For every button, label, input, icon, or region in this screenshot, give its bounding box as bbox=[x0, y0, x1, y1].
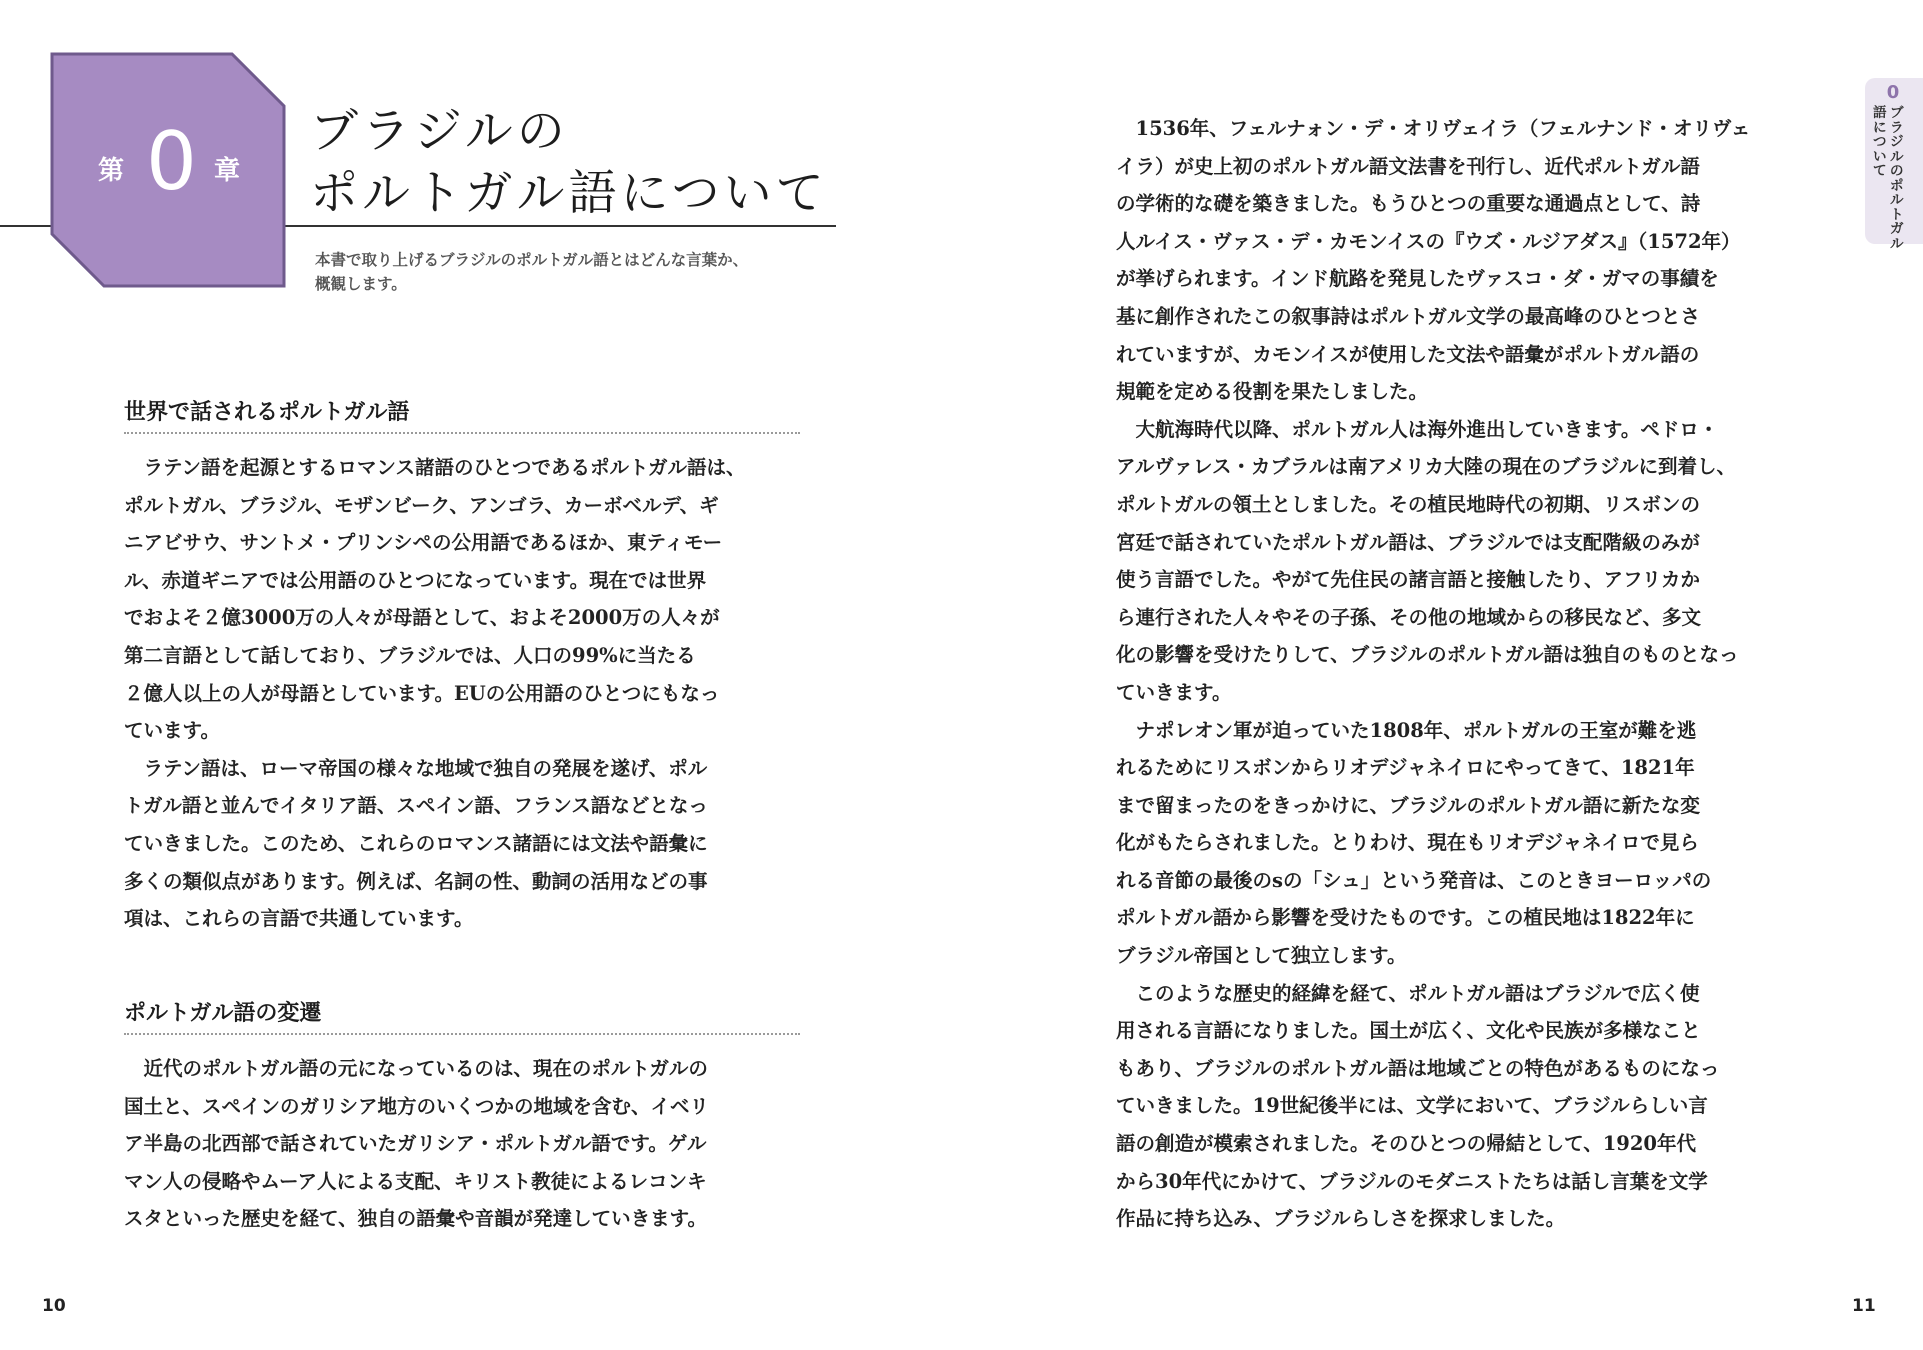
chapter-badge-prefix: 第 bbox=[98, 156, 125, 186]
body-line: 基に創作されたこの叙事詩はポルトガル文学の最高峰のひとつとさ bbox=[1116, 304, 1701, 328]
body-line: ていきました。19世紀後半には、文学において、ブラジルらしい言 bbox=[1116, 1094, 1708, 1118]
body-line: 使う言語でした。やがて先住民の諸言語と接触したり、アフリカか bbox=[1116, 568, 1701, 592]
body-line: から30年代にかけて、ブラジルのモダニストたちは話し言葉を文学 bbox=[1116, 1169, 1708, 1193]
chapter-badge bbox=[50, 52, 286, 288]
chapter-lead-line: 本書で取り上げるブラジルのポルトガル語とはどんな言葉か、 bbox=[315, 251, 749, 269]
body-line: ています。 bbox=[124, 719, 220, 743]
body-line: 第二言語として話しており、ブラジルでは、人口の99%に当たる bbox=[124, 643, 696, 667]
chapter-title-line: ブラジルの bbox=[310, 103, 569, 159]
chapter-lead-line: 概観します。 bbox=[315, 275, 407, 293]
body-line: スタといった歴史を経て、独自の語彙や音韻が発達していきます。 bbox=[124, 1207, 708, 1231]
section-heading-history: ポルトガル語の変遷 bbox=[124, 996, 800, 1035]
body-line: ポルトガル語から影響を受けたものです。この植民地は1822年に bbox=[1116, 906, 1695, 930]
body-line: 規範を定める役割を果たしました。 bbox=[1116, 380, 1429, 404]
body-line: れるためにリスボンからリオデジャネイロにやってきて、1821年 bbox=[1116, 756, 1695, 780]
body-line: ナポレオン軍が迫っていた1808年、ポルトガルの王室が難を逃 bbox=[1116, 718, 1697, 742]
section1-body bbox=[124, 449, 814, 938]
side-tab-text-col2: 語について bbox=[1873, 105, 1887, 179]
chapter-title-line: ポルトガル語について bbox=[310, 165, 828, 221]
body-line: れる音節の最後のsの「シュ」という発音は、このときヨーロッパの bbox=[1116, 868, 1712, 892]
chapter-badge-number: 0 bbox=[146, 115, 197, 208]
body-line: ポルトガルの領土としました。その植民地時代の初期、リスボンの bbox=[1116, 492, 1701, 516]
body-line: 作品に持ち込み、ブラジルらしさを探求しました。 bbox=[1116, 1207, 1566, 1231]
body-line: 語の創造が模索されました。そのひとつの帰結として、1920年代 bbox=[1116, 1132, 1696, 1156]
chapter-lead bbox=[315, 248, 815, 296]
body-line: トガル語と並んでイタリア語、スペイン語、フランス語などとなっ bbox=[124, 794, 708, 818]
body-line: 項は、これらの言語で共通しています。 bbox=[124, 907, 474, 931]
section-heading-world: 世界で話されるポルトガル語 bbox=[124, 395, 800, 434]
body-line: このような歴史的経緯を経て、ポルトガル語はブラジルで広く使 bbox=[1116, 981, 1700, 1005]
body-line: もあり、ブラジルのポルトガル語は地域ごとの特色があるものになっ bbox=[1116, 1056, 1720, 1080]
body-line: ていきます。 bbox=[1116, 680, 1232, 704]
side-tab-text-col1: ブラジルのポルトガル bbox=[1890, 105, 1904, 252]
body-line: ら連行された人々やその子孫、その他の地域からの移民など、多文 bbox=[1116, 605, 1702, 629]
body-line: イラ）が史上初のポルトガル語文法書を刊行し、近代ポルトガル語 bbox=[1116, 154, 1700, 178]
chapter-title bbox=[310, 100, 830, 224]
body-line: ラテン語を起源とするロマンス諸語のひとつであるポルトガル語は、 bbox=[124, 456, 746, 479]
body-line: でおよそ２億3000万の人々が母語として、およそ2000万の人々が bbox=[124, 606, 720, 630]
body-line: ニアビサウ、サントメ・プリンシペの公用語であるほか、東ティモー bbox=[124, 531, 723, 555]
body-line: 近代のポルトガル語の元になっているのは、現在のポルトガルの bbox=[124, 1057, 708, 1080]
body-line: ていきました。このため、これらのロマンス諸語には文法や語彙に bbox=[124, 831, 708, 855]
body-line: ポルトガル、ブラジル、モザンビーク、アンゴラ、カーボベルデ、ギ bbox=[124, 493, 719, 517]
body-line: 化の影響を受けたりして、ブラジルのポルトガル語は独自のものとなっ bbox=[1116, 643, 1739, 667]
body-line: れていますが、カモンイスが使用した文法や語彙がポルトガル語の bbox=[1116, 342, 1700, 366]
body-line: マン人の侵略やムーア人による支配、キリスト教徒によるレコンキ bbox=[124, 1169, 707, 1193]
right-page-body bbox=[1116, 110, 1806, 1238]
body-line: 多くの類似点があります。例えば、名詞の性、動詞の活用などの事 bbox=[124, 869, 708, 893]
body-line: ２億人以上の人が母語としています。EUの公用語のひとつにもなっ bbox=[124, 681, 720, 705]
body-line: 人ルイス・ヴァス・デ・カモンイスの『ウズ・ルジアダス』（1572年） bbox=[1116, 229, 1741, 253]
body-line: の学術的な礎を築きました。もうひとつの重要な通過点として、詩 bbox=[1116, 192, 1701, 216]
chapter-badge-suffix: 章 bbox=[214, 156, 241, 186]
body-line: ア半島の北西部で話されていたガリシア・ポルトガル語です。ゲル bbox=[124, 1132, 707, 1156]
body-line: が挙げられます。インド航路を発見したヴァスコ・ダ・ガマの事績を bbox=[1116, 267, 1719, 291]
body-line: 用される言語になりました。国土が広く、文化や民族が多様なこと bbox=[1116, 1019, 1701, 1043]
body-line: アルヴァレス・カブラルは南アメリカ大陸の現在のブラジルに到着し、 bbox=[1116, 455, 1737, 479]
body-line: 宮廷で話されていたポルトガル語は、ブラジルでは支配階級のみが bbox=[1116, 530, 1700, 554]
body-line: 大航海時代以降、ポルトガル人は海外進出していきます。ペドロ・ bbox=[1116, 417, 1719, 441]
section2-body bbox=[124, 1050, 814, 1238]
body-line: 1536年、フェルナォン・デ・オリヴェイラ（フェルナンド・オリヴェ bbox=[1116, 117, 1751, 140]
body-line: まで留まったのをきっかけに、ブラジルのポルトガル語に新たな変 bbox=[1116, 793, 1700, 817]
body-line: ブラジル帝国として独立します。 bbox=[1116, 944, 1407, 968]
page-number-left: 10 bbox=[42, 1296, 66, 1316]
body-line: ラテン語は、ローマ帝国の様々な地域で独自の発展を遂げ、ポル bbox=[124, 756, 708, 780]
body-line: 国土と、スペインのガリシア地方のいくつかの地域を含む、イベリ bbox=[124, 1094, 710, 1118]
body-line: ル、赤道ギニアでは公用語のひとつになっています。現在では世界 bbox=[124, 568, 707, 592]
side-tab-number: 0 bbox=[1886, 82, 1900, 103]
body-line: 化がもたらされました。とりわけ、現在もリオデジャネイロで見ら bbox=[1116, 831, 1699, 855]
page-number-right: 11 bbox=[1852, 1296, 1876, 1316]
